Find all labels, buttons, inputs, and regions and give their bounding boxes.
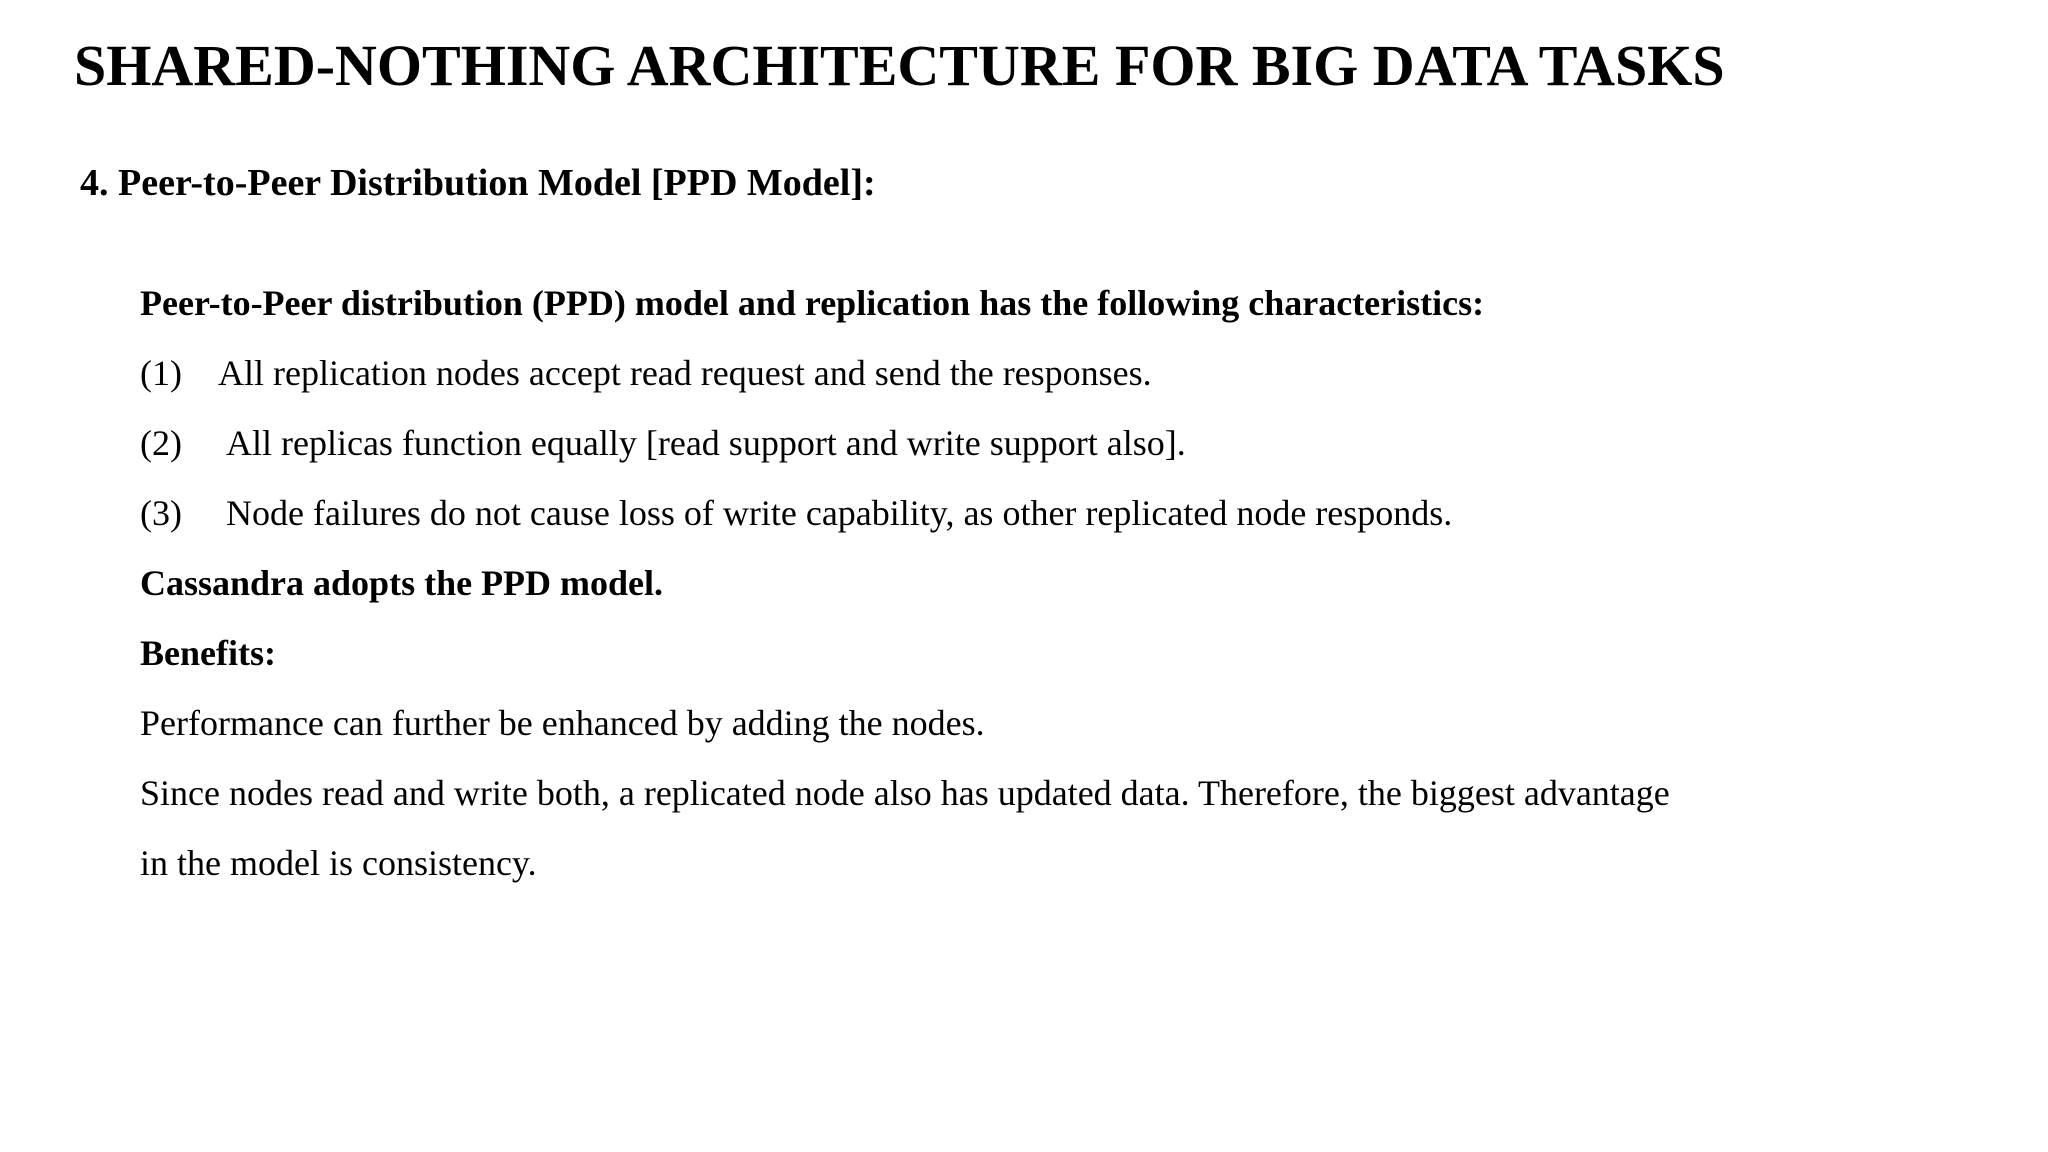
benefits-line: Since nodes read and write both, a replicated node also has updated data. Therefore, the biggest advantage [140, 773, 1670, 813]
cassandra-note: Cassandra adopts the PPD model. [140, 563, 664, 603]
benefits-line: in the model is consistency. [140, 843, 537, 883]
list-item [140, 338, 2020, 408]
section-heading: 4. Peer-to-Peer Distribution Model [PPD Model]: [80, 162, 876, 204]
slide-body [140, 268, 2020, 898]
benefits-line: Performance can further be enhanced by adding the nodes. [140, 703, 985, 743]
list-item-number: (1) [140, 353, 182, 393]
list-item [140, 478, 2020, 548]
list-item-number: (2) [140, 423, 182, 463]
list-item [140, 408, 2020, 478]
list-item-text: All replication nodes accept read request and send the responses. [218, 353, 1152, 393]
list-item-number: (3) [140, 493, 182, 533]
list-item-text: Node failures do not cause loss of write capability, as other replicated node responds. [226, 493, 1453, 533]
slide-title: SHARED-NOTHING ARCHITECTURE FOR BIG DATA TASKS [74, 33, 1725, 98]
intro-text: Peer-to-Peer distribution (PPD) model and replication has the following characteristics: [140, 283, 1485, 323]
list-item-text: All replicas function equally [read support and write support also]. [226, 423, 1186, 463]
benefits-heading: Benefits: [140, 633, 276, 673]
